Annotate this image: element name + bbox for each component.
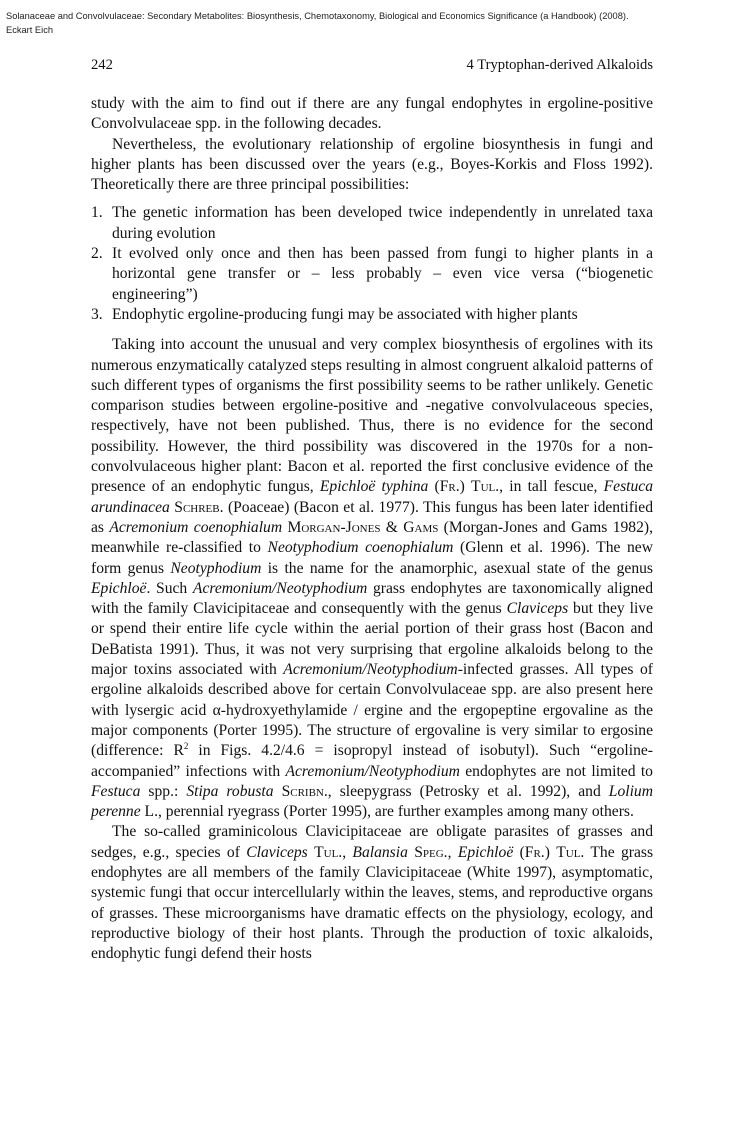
- paragraph-possibilities-intro: Nevertheless, the evolutionary relationship of ergoline biosynthesis in fungi and higher plants has been discussed over the years (e.g., Boyes-Korkis and Floss 1992). Theoretically there are three principal possibilities:: [91, 135, 653, 194]
- author-abbrev: Schreb.: [174, 498, 224, 516]
- genus-name: Claviceps: [506, 600, 569, 618]
- author-abbrev: Speg.: [414, 843, 448, 861]
- genus-name: Acremonium/Neotyphodium: [192, 579, 368, 597]
- text-run: . Such: [146, 579, 193, 597]
- species-name: Acremonium coenophialum: [109, 518, 283, 536]
- text-run: endophytes are not limited to: [459, 762, 653, 780]
- list-text: It evolved only once and then has been passed from fungi to higher plants in a horizontal gene transfer or – less probably – even vice versa (“biogenetic engineering”): [112, 245, 653, 303]
- author-abbrev: Tul.: [556, 843, 585, 861]
- author-abbrev: Tul.: [471, 478, 500, 496]
- list-number: 1.: [91, 204, 103, 222]
- text-run: grass endophytes are taxonomically aligned with the family Clavicipitaceae and consequently with the genus: [91, 579, 653, 618]
- text-run: Taking into account the unusual and very complex biosynthesis of ergolines with its numerous enzymatically catalyzed steps resulting in almost congruent alkaloid patterns of such different types of organisms the first possibility seems to be rather unlikely. Genetic comparison studies between ergoline-positive and -negative convolvulaceous species, respectively, have not been published. Thus, there is no evidence for the second possibility. However, the third possibility was discovered in the 1970s for a non-convolvulaceous higher plant: Bacon et al. reported the first conclusive evidence of the presence of an endophytic fungus,: [91, 336, 653, 496]
- text-run: (: [428, 478, 440, 496]
- text-run: but they live or spend their entire life cycle within the aerial portion of their grass host (Bacon and DeBatista 1991). Thus, it was not very surprising that ergoline alkaloids belong to the major toxins associated with: [91, 600, 653, 679]
- genus-name: Neotyphodium: [170, 559, 262, 577]
- text-run: , in tall fescue,: [499, 478, 604, 496]
- list-item: [91, 305, 653, 325]
- text-run: L., perennial ryegrass (Porter 1995), are further examples among many others.: [140, 803, 634, 821]
- paragraph-continued: study with the aim to find out if there are any fungal endophytes in ergoline-positive Convolvulaceae spp. in the following decades.: [91, 95, 653, 133]
- possibilities-list: [91, 203, 653, 325]
- list-text: Endophytic ergoline-producing fungi may be associated with higher plants: [112, 305, 578, 323]
- text-run: ): [459, 478, 472, 496]
- running-title: 4 Tryptophan-derived Alkaloids: [466, 57, 653, 73]
- text-run: (: [513, 843, 525, 861]
- text-run: , sleepygrass (Petrosky et al. 1992), and: [327, 782, 609, 800]
- list-text: The genetic information has been developed twice independently in unrelated taxa during evolution: [112, 204, 653, 242]
- genus-name: Epichloë: [457, 843, 514, 861]
- author-abbrev: Fr.: [524, 843, 545, 861]
- page-body: [91, 94, 653, 964]
- superscript: 2: [183, 741, 189, 752]
- genus-name: Claviceps: [246, 843, 308, 861]
- genus-name: Balansia: [352, 843, 408, 861]
- text-run: ,: [447, 843, 458, 861]
- author-abbrev: Scribn.: [281, 782, 328, 800]
- text-run: (Morgan-Jones and Gams 1982), meanwhile re-classified to: [91, 518, 653, 557]
- text-run: ,: [342, 843, 353, 861]
- source-citation: [6, 10, 740, 37]
- text-run: in Figs. 4.2/4.6 = isopropyl instead of isobutyl). Such “ergoline-accompanied” infections with: [91, 742, 654, 780]
- text-run: is the name for the anamorphic, asexual state of the genus: [261, 559, 653, 577]
- text-run: The so-called graminicolous Clavicipitaceae are obligate parasites of grasses and sedges, e.g., species of: [91, 823, 653, 861]
- author-abbrev: Morgan-Jones & Gams: [287, 518, 439, 536]
- text-run: ): [544, 843, 557, 861]
- species-name: Lolium perenne: [91, 782, 653, 821]
- author-abbrev: Tul.: [314, 843, 343, 861]
- species-name: Festuca arundinacea: [91, 478, 653, 516]
- species-name: Stipa robusta: [186, 782, 274, 800]
- list-number: 3.: [91, 305, 103, 323]
- text-run: (Poaceae) (Bacon et al. 1977). This fungus has been later identified as: [91, 498, 653, 536]
- species-name: Neotyphodium coenophialum: [267, 539, 454, 557]
- paragraph-endophyte-evidence: [91, 335, 653, 822]
- list-item: [91, 244, 653, 305]
- list-number: 2.: [91, 245, 103, 263]
- paragraph-graminicolous: [91, 822, 653, 964]
- genus-name: Acremonium/Neotyphodium: [283, 661, 458, 679]
- author-abbrev: Fr.: [439, 478, 460, 496]
- source-author: Eckart Eich: [6, 24, 54, 35]
- species-name: Epichloë typhina: [319, 478, 429, 496]
- text-run: spp.:: [140, 782, 187, 800]
- list-item: [91, 203, 653, 244]
- text-run: (Glenn et al. 1996). The new form genus: [91, 539, 653, 577]
- genus-name: Festuca: [91, 782, 141, 800]
- text-run: -infected grasses. All types of ergoline alkaloids described above for certain Convolvulaceae spp. are also present here with lysergic acid α-hydroxyethylamide / ergine and the ergopeptine ergovaline as the major components (Porter 1995). The structure of ergovaline is very similar to ergosine (difference: R: [91, 661, 653, 760]
- genus-name: Epichloë: [91, 579, 147, 597]
- page-number: 242: [91, 57, 113, 73]
- text-run: The grass endophytes are all members of the family Clavicipitaceae (White 1997), asymptomatic, systemic fungi that occur intercellularly within the leaves, stems, and reproductive organs of grasses. These microorganisms have dramatic effects on the physiology, ecology, and reproductive biology of their host plants. Through the production of toxic alkaloids, endophytic fungi defend their hosts: [91, 843, 654, 963]
- source-title: Solanaceae and Convolvulaceae: Secondary Metabolites: Biosynthesis, Chemotaxonomy, Biological and Economics Significance (a Handbook) (2008).: [6, 11, 629, 21]
- genus-name: Acremonium/Neotyphodium: [285, 762, 460, 780]
- text-run: [274, 783, 282, 800]
